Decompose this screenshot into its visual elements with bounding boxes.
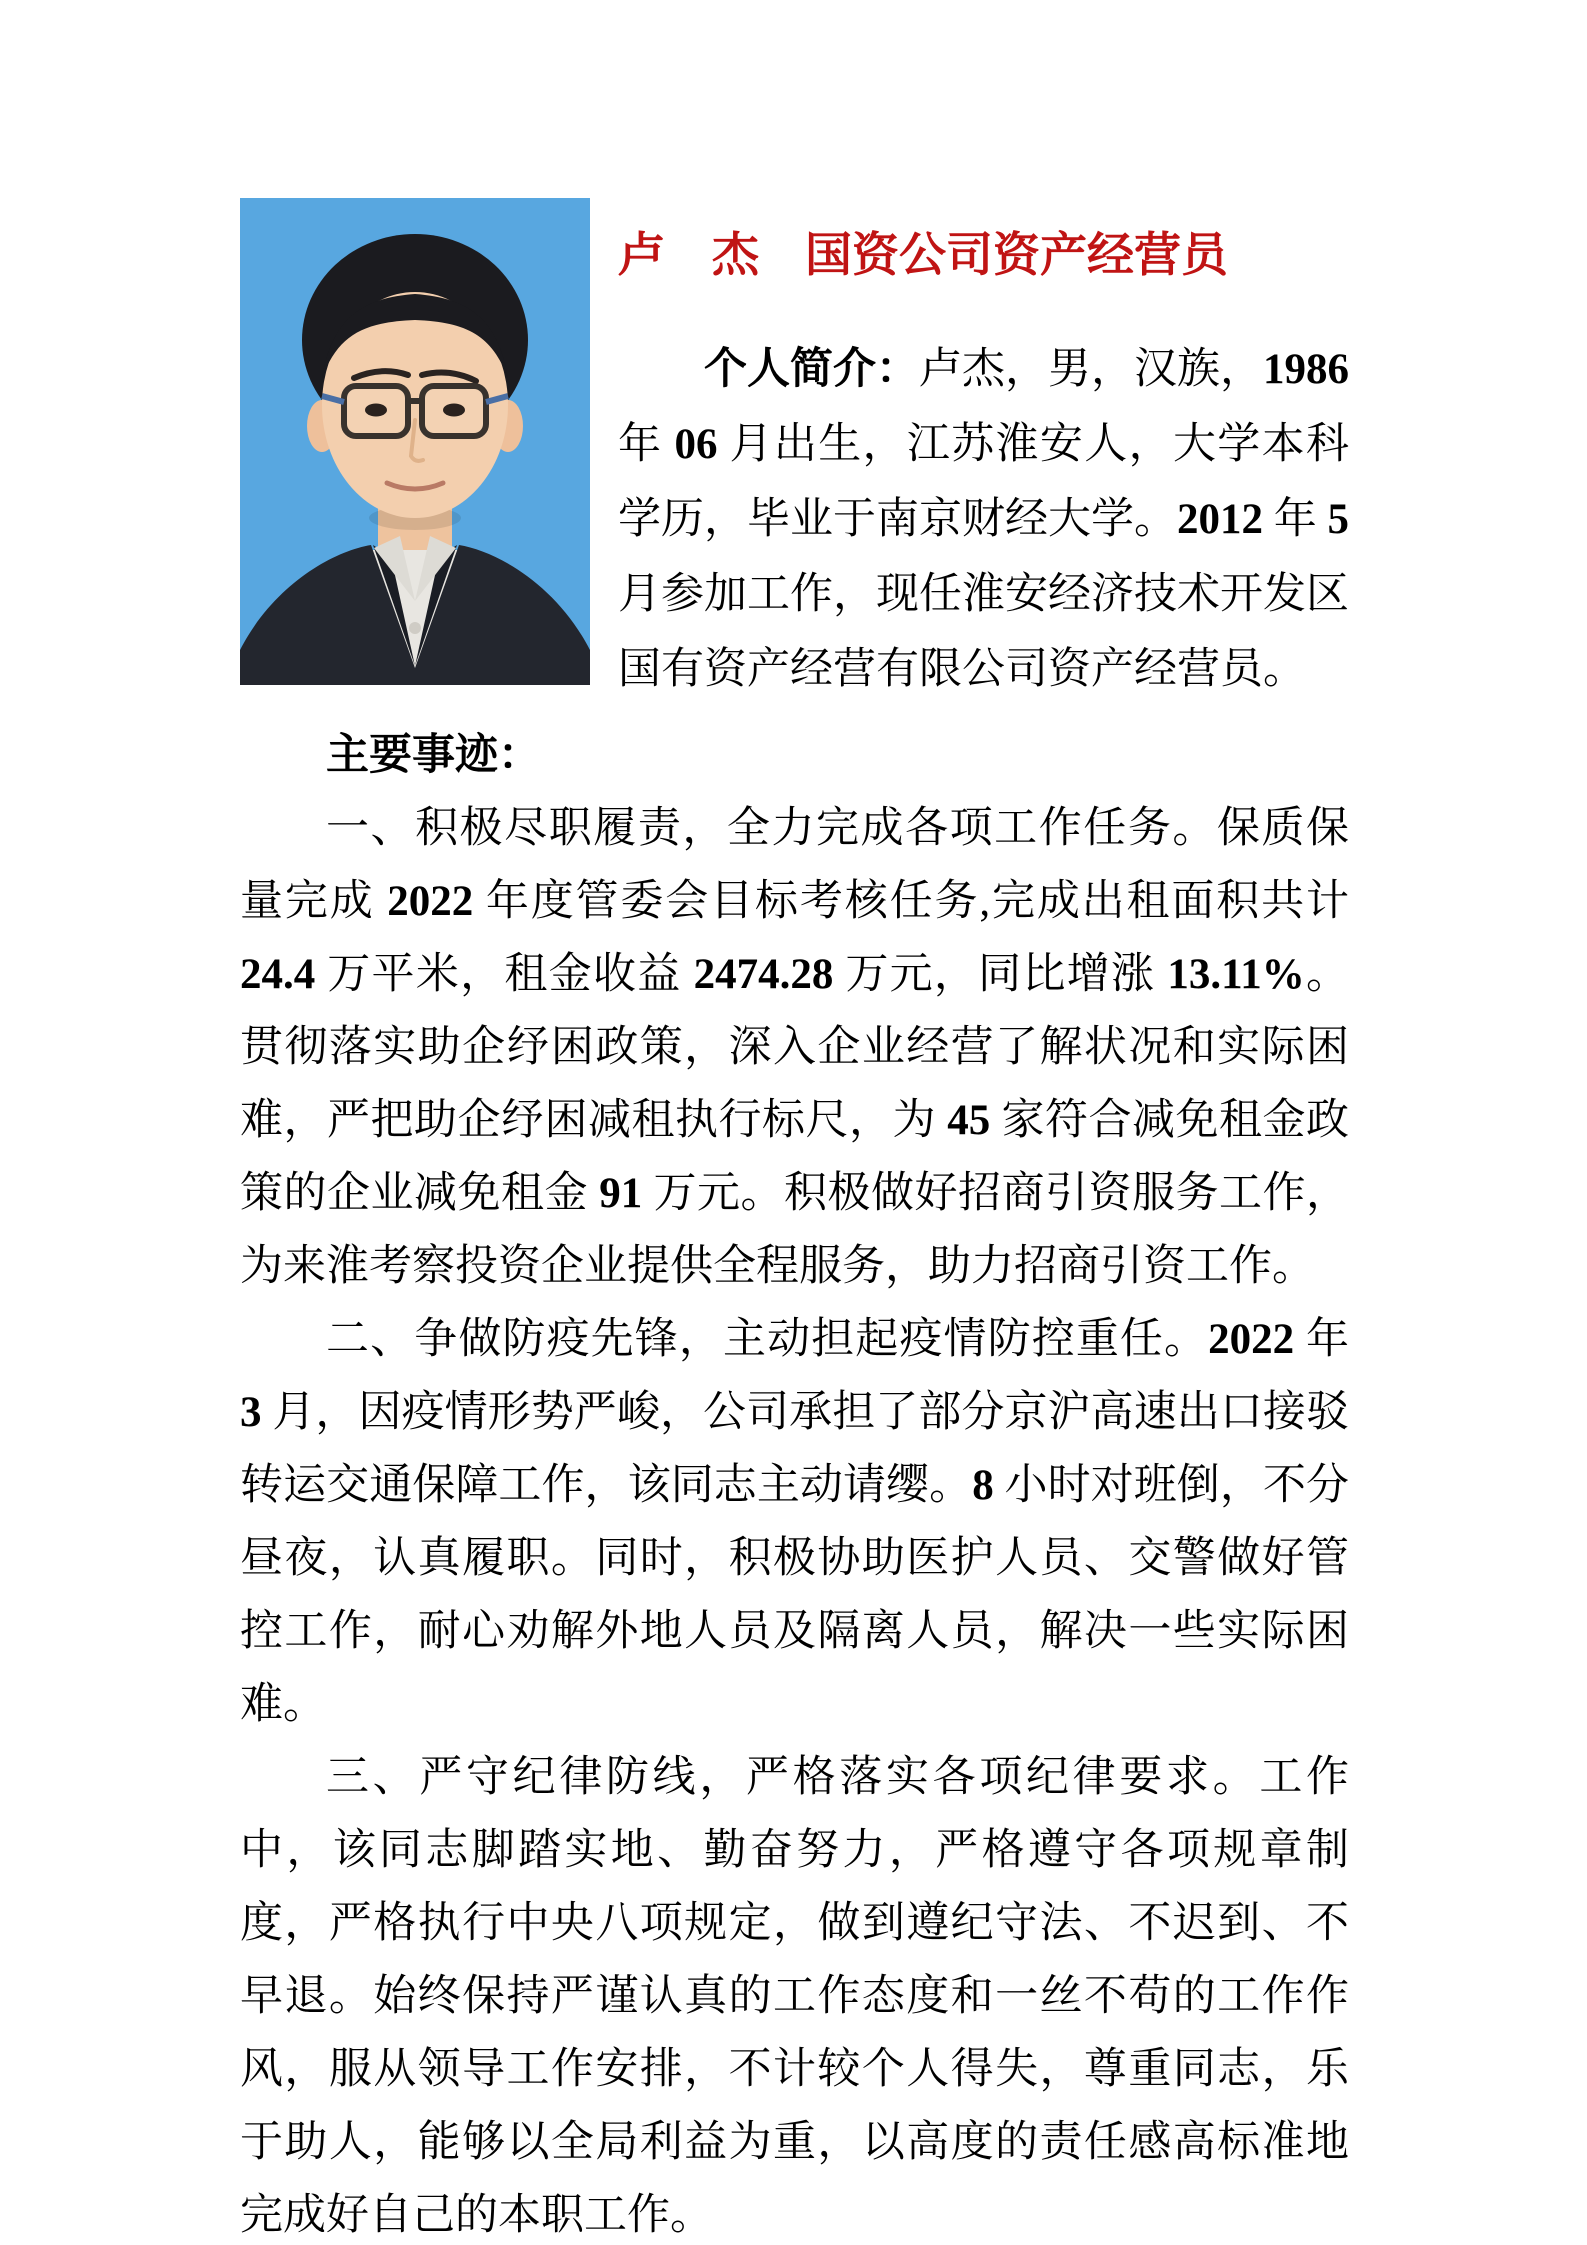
deed-paragraph-1: 一、积极尽职履责，全力完成各项工作任务。保质保量完成 2022 年度管委会目标考核任务,完成出租面积共计 24.4 万平米，租金收益 2474.28 万元，同比增涨 13.11%。贯彻落实助企纾困政策，深入企业经营了解状况和实际困难，严把助企纾困减租执行标尺，为 45 家符合减免租金政策的企业减免租金 91 万元。积极做好招商引资服务工作，为来淮考察投资企业提供全程服务，助力招商引资工作。 — [240, 805, 1350, 1290]
person-role: 国资公司资产经营员 — [805, 230, 1228, 282]
intro-text: 卢杰，男，汉族，1986 年 06 月出生，江苏淮安人，大学本科学历，毕业于南京财经大学。2012 年 5 月参加工作，现任淮安经济技术开发区国有资产经营有限公司资产经营员。 — [618, 346, 1349, 693]
portrait-photo — [240, 198, 590, 685]
deed-paragraph-3: 三、严守纪律防线，严格落实各项纪律要求。工作中，该同志脚踏实地、勤奋努力，严格遵守各项规章制度，严格执行中央八项规定，做到遵纪守法、不迟到、不早退。始终保持严谨认真的工作态度和一丝不苟的工作作风，服从领导工作安排，不计较个人得失，尊重同志，乐于助人，能够以全局利益为重，以高度的责任感高标准地完成好自己的本职工作。 — [240, 1754, 1349, 2239]
deeds-heading: 主要事迹： — [326, 732, 541, 779]
deed-paragraph-2: 二、争做防疫先锋，主动担起疫情防控重任。2022 年 3 月，因疫情形势严峻，公司承担了部分京沪高速出口接驳转运交通保障工作，该同志主动请缨。8 小时对班倒，不分昼夜，认真履职。同时，积极协助医护人员、交警做好管控工作，耐心劝解外地人员及隔离人员，解决一些实际困难。 — [240, 1316, 1350, 1728]
portrait-illustration — [240, 198, 590, 685]
person-name: 卢 杰 — [618, 230, 759, 282]
intro-label: 个人简介： — [704, 346, 919, 393]
